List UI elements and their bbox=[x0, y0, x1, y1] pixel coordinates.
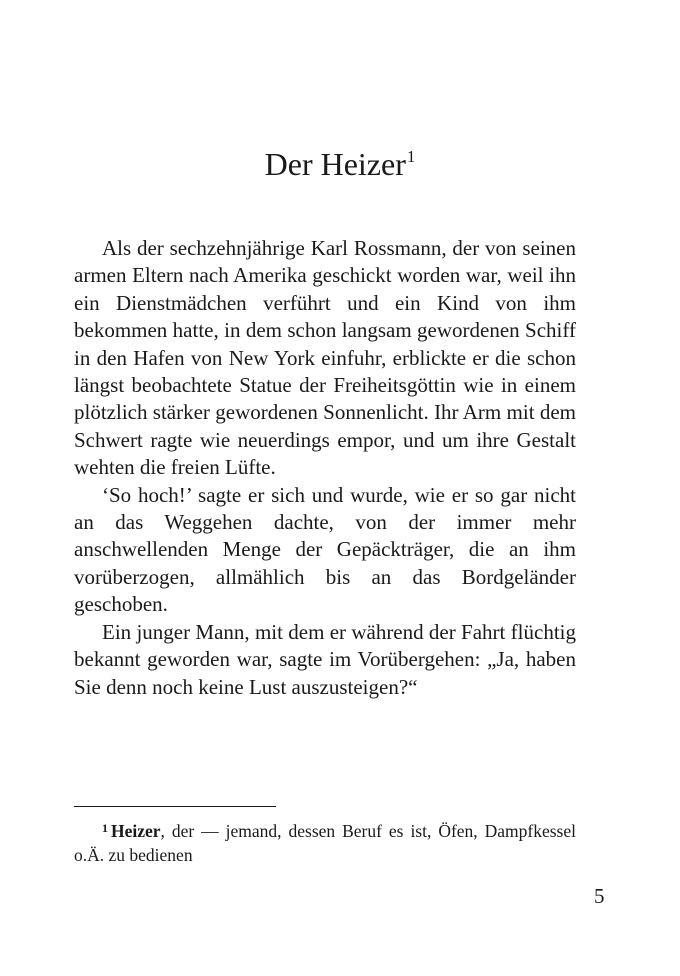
paragraph-3: Ein junger Mann, mit dem er während der Fahrt flüchtig bekannt geworden war, sagte im Vorübergehen: „Ja, haben Sie denn noch keine Lust auszusteigen?“ bbox=[74, 619, 576, 699]
paragraph-1: Als der sechzehnjährige Karl Rossmann, der von seinen armen Eltern nach Amerika geschickt worden war, weil ihn ein Dienstmädchen verführt und ein Kind von ihm bekommen hatte, in dem schon langsam gewordenen Schiff in den Hafen von New York einfuhr, erblickte er die schon längst beobachtete Statue der Freiheitsgöttin wie in einem plötzlich stärker gewordenen Sonnenlicht. Ihr Arm mit dem Schwert ragte wie neuerdings empor, und um ihre Gestalt wehten die freien Lüfte. bbox=[74, 236, 576, 480]
footnote-term: Heizer bbox=[111, 821, 161, 841]
page-number: 5 bbox=[594, 884, 605, 908]
footnote-divider bbox=[74, 806, 276, 807]
footnote bbox=[74, 816, 576, 867]
footnote-definition: , der — jemand, dessen Beruf es ist, Öfen, Dampfkessel o.Ä. zu bedienen bbox=[74, 821, 576, 865]
chapter-title bbox=[0, 144, 680, 184]
paragraph-2: ‘So hoch!’ sagte er sich und wurde, wie er so gar nicht an das Weggehen dachte, von der immer mehr anschwellenden Menge der Gepäckträger, die an ihm vorüberzogen, allmählich bis an das Bordgeländer geschoben. bbox=[74, 482, 576, 617]
footnote-number: 1 bbox=[102, 821, 108, 835]
body-text bbox=[74, 235, 576, 701]
chapter-title-text: Der Heizer bbox=[264, 146, 406, 182]
footnote-reference: 1 bbox=[406, 147, 416, 166]
